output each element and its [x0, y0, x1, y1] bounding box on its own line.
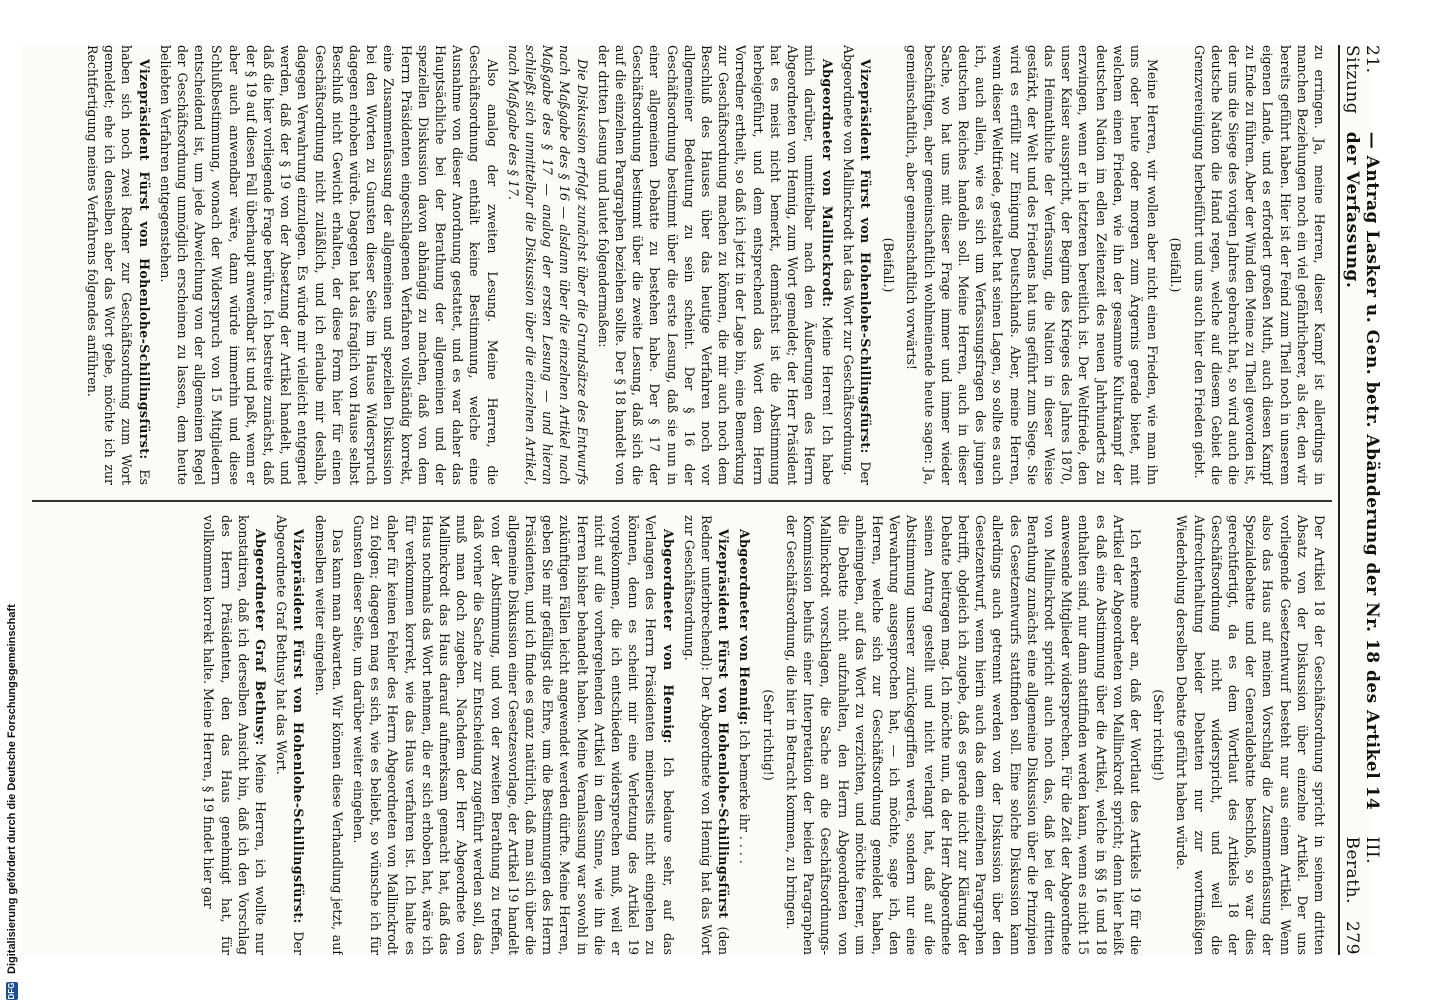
text-paragraph: Ich erkenne aber an, daß der Wortlaut des Artikels 19 für die Artikel der Abgeordneten von Mallinckrodt spricht; denn hier heißt es daß eine Abstimmung über die Artikel, welche in §§ 16 und 18 enthalten sind, nur dann stattfinden werden kann, wenn es nicht 15 anwesende Mitglieder widersprechen. Für die Zeit der Abgeordnete von Mallinckrodt spricht auch noch das, daß bei der dritten Berathung zunächst eine allgemeine Diskussion über die Prinzipien des Gesetzentwurfs stattfinden soll. Eine solche Diskussion kann allerdings auch getrennt werden von der Diskussion über den Gesetzentwurf, wenn hierin auch das dem einzelnen Paragraphen betrifft, obgleich ich zugebe, daß es gerade nicht zur Klärung der Debatte beitragen mag. Ich möchte nun, da der Herr Abgeordnete seinen Antrag gestellt und nicht verlangt hat, daß auf die Abstimmung unserer zurückgegriffen werde, sondern nur eine Verwahrung ausgesprochen hat, — ich möchte, sage ich, den Herren, welche sich zur Geschäftsordnung gemeldet haben, anheimgeben, auf das Wort zu verzichten, und möchte ferner, um die Debatte nicht aufzuhalten, den Herrn Abgeordneten von Mallinckrodt vorschlagen, die Sache an die Geschäftsordnungs-Kommission behufs einer Interpretation der beiden Paragraphen der Geschäftsordnung, die hier in Betracht kommen, zu bringen.	[783, 515, 1143, 955]
digitization-footer	[2, 0, 22, 1000]
text-paragraph: Das kann man abwarten. Wir können diese Verhandlung jetzt, auf demselben weiter eingehen.	[312, 515, 345, 955]
session-label: 21. Sitzung	[1342, 45, 1382, 115]
speech-text: Meine Herren! Ich habe mich darüber, unmittelbar nach den Äußerungen des Herrn Abgeordneten von Hennig, zum Wort gemeldet; der Herr Präsident hat es meist nicht bemerkt, demnächst ist die Abstimmung herbeigeführt, und dem entsprechend das Wort dem Herrn Vorredner ertheilt, so daß ich jetzt in der Lage bin, eine Bemerkung zur Geschäftsordnung machen zu können, die mir auch noch dem Beschluß des Hauses über das heutige Verfahren noch vor allgemeiner Bedeutung zu sein scheint. Der § 16 der Geschäftsordnung bestimmt über die erste Lesung, daß sie nun in einer allgemeinen Debatte zu bestehen habe. Der § 17 der Geschäftsordnung bestimmt über die zweite Lesung, daß sich die auf die einzelnen Paragraphen beziehen sollte. Der § 18 handelt von der dritten Lesung und lautet folgendermaßen:	[595, 45, 835, 485]
speech-paragraph	[840, 45, 874, 485]
header-title: — Antrag Lasker u. Gen. betr. Abänderung der Nr. 18 des Artikel 14 der Verfassung.	[1342, 131, 1382, 811]
speech-paragraph	[273, 515, 307, 955]
speaker-name: Vizepräsident Fürst von Hohenlohe-Schillingsfürst:	[136, 59, 152, 460]
text-paragraph: Der Artikel 18 der Geschäftsordnung spricht in seinem dritten Absatz von der Diskussion über einzelne Artikel. Der uns vorliegende Gesetzentwurf besteht nur aus einem Artikel. Wenn also das Haus auf meinen Vorschlag die Zusammenfassung der Spezialdebatte und der Generaldebatte beschloß, so war dies gerechtfertigt, da es dem Wortlaut des Artikels 18 der Geschäftsordnung nicht widerspricht, und weil die Aufrechterhaltung beider Debatten nur zur wortmäßigen Wiederholung derselben Debatte geführt haben würde.	[1174, 515, 1327, 955]
speech-paragraph	[200, 515, 269, 955]
speaker-name: Vizepräsident Fürst von Hohenlohe-Schillingsfürst	[716, 529, 732, 919]
applause-note: (Beifall.)	[881, 237, 897, 293]
speech-paragraph	[595, 45, 836, 485]
document-page	[22, 45, 1382, 955]
speech-text: Der Abgeordnete von Mallinckrodt hat das Wort zur Geschäftsordnung.	[840, 45, 873, 485]
speech-paragraph	[681, 515, 733, 955]
text-paragraph: Also analog der zweiten Lesung. Meine Herren, die Geschäftsordnung enthält keine Bestimmung, welche eine Ausnahme von dieser Anordnung gestattet, und es war daher das Hauptsächliche bei der Berathung der allgemeinen und der speziellen Diskussion davon abhängig zu machen, daß von dem Herrn Präsidenten eingeschlagenen Verfahren vollständig korrekt, eine Zusammenfassung der allgemeinen und speziellen Diskussion bei den Worten zu Gunsten dieser Seite im Hause Widerspruch dagegen erhoben würde. Dagegen hat das fraglich von Hause selbst Beschluß nicht Gewicht erhalten, der diese Form hier für einen Geschäftsordnung nicht zuläßlich, und ich erlaube mir deshalb, dagegen Verwahrung einzulegen. Es würde mir vielleicht entgegnet werden, daß der § 19 von der Absetzung der Artikel handelt, und daß die hier vorliegende Frage berühre. Ich bestreite zunächst, daß der § 19 auf diesen Fall überhaupt anwendbar ist und paßt, wenn er aber auch anwendbar wäre, dann würde immerhin und diese Schlußbestimmung, wonach der Widerspruch von 15 Mitgliedern entscheidend ist, um jede Abweichung von der allgemeinen Regel der Geschäftsordnung unmöglich erscheinen zu lassen, dem heute beliebten Verfahren entgegenstehen.	[157, 45, 500, 485]
text-paragraph: Die Diskussion erfolgt zunächst über die Grundsätze des Entwurfs nach Maßgabe des § 16 — alsdann über die einzelnen Artikel nach Maßgabe des § 17 — analog der ersten Lesung — und hieran schließt sich unmittelbar die Diskussion über die einzelnen Artikel, nach Maßgabe des § 17.	[505, 45, 590, 485]
text-paragraph: zu erringen. Ja, meine Herren, dieser Kampf ist allerdings in manchen Beziehungen noch ein viel gefährlicherer, als der, den wir bereits geführt haben. Hier ist der Feind zum Theil noch in unserem eigenen Lande, und es erfordert großen Muth, auch diesen Kampf zu Ende zu führen. Aber der Wind den Meine zu Theil geworden ist, der uns die Siege des vorigen Jahres gebracht hat, so wird auch die deutsche Nation die Hand regen, welche auf diesem Gebiet die Grenzvereinigung herbeiführt und uns auch hier den Frieden giebt.	[1191, 45, 1327, 485]
speech-text: (den Redner unterbrechend): Der Abgeordnete von Hennig hat das Wort zur Geschäftsordnung.	[681, 515, 732, 955]
reading-label: III. Berath.	[1342, 836, 1382, 904]
speaker-name: Abgeordneter von Hennig:	[737, 529, 753, 726]
page-number: 279	[1342, 921, 1362, 955]
applause-note: (Sehr richtig!)	[1151, 689, 1167, 781]
speech-paragraph	[350, 515, 677, 955]
speech-text: Meine Herren, ich wollte nur konstatiren, daß ich derselben Ansicht bin, daß ich den Vorschlag des Herrn Präsidenten, den das Haus genehmigt hat, für vollkommen korrekt halte. Meine Herren, § 19 findet hier gar	[201, 515, 269, 955]
speech-paragraph	[84, 45, 153, 485]
speaker-name: Vizepräsident Fürst von Hohenlohe-Schillingsfürst:	[857, 59, 873, 454]
dfg-logo-icon: DFG	[7, 982, 16, 1000]
speech-text: Der Abgeordnete Graf Bethusy hat das Wort.	[274, 515, 307, 955]
text-paragraph: Meine Herren, wir wollen aber nicht einen Frieden, wie man ihn uns oder heute oder morgen zum Ärgernis gerade bietet, mit welchem einen Frieden, wie ihn der gesammte Kulturkampf der deutschen Nation im edlen Zeitenzeit des neuen Jahrhunderts zu erzwingen, wenn er in letzteren bereitlich ist. Der Weltfriede, den unser Kaiser ausspricht, der Beginn des Krieges des Jahres 1870, das Heimathliche der Verfassung, die Nation in dieser Weise gestärkt, der Welt und des Friedens hat uns geführt zum Siege. Sie wird es erfüllt zur Einigung Deutschlands. Aber, meine Herren, wenn dieser Weltfriede, gestaltet hat seinen Lagen, so sollte es auch ich, auch allein, wie es sich um Verfassungsfragen des jungen deutschen Reiches handeln soll. Meine Herren, auch in dieser Sache, wo hat uns mit dieser Frage immer und immer wieder beschäftigen, aber gemeinschaftlich wohlmeinende heute sagen: Ja, gemeinschaftlich, aber gemeinschaftlich vorwärts!	[904, 45, 1161, 485]
applause-note: (Beifall.)	[1168, 237, 1184, 293]
speech-paragraph	[736, 515, 753, 955]
speech-text: Es haben sich noch zwei Redner zur Geschäftsordnung zum Wort gemeldet; ehe ich denselben aber das Wort gebe, möchte ich zur Rechtfertigung meines Verfahrens folgendes anführen.	[84, 45, 152, 485]
applause-note: (Sehr richtig!)	[760, 689, 776, 781]
speaker-name: Abgeordneter Graf Bethusy:	[253, 529, 269, 746]
column-divider	[32, 500, 1332, 502]
page-header	[1338, 45, 1382, 955]
left-column	[28, 45, 1328, 485]
footer-text: Digitalisierung gefördert durch die Deutsche Forschungsgemeinschaft	[6, 604, 18, 974]
speech-text: Ich bemerke ihr . . . .	[737, 729, 753, 864]
speaker-name: Abgeordneter von Mallinckrodt:	[819, 59, 835, 308]
right-column	[28, 515, 1328, 955]
speaker-name: Vizepräsident Fürst von Hohenlohe-Schillingsfürst:	[291, 529, 307, 924]
speaker-name: Abgeordneter von Hennig:	[660, 529, 676, 744]
speech-text: Ich bedaure sehr, auf das Verlangen des Herrn Präsidenten meinerseits nicht eingehen zu können, denn es scheint mir eine Verletzung des Artikel 19 vorgekommen, die ich entschieden widersprechen muß, weil er nicht auf die vorhergehenden Artikel in dem Sinne, wie ihn die Herren bisher behandelt haben. Meine Veranlassung war sowohl in zukünftigen Fällen leicht angewendet werden dürfte. Meine Herren, geben Sie mir gefälligst die Ehre, um die Bestimmungen des Herrn Präsidenten, und ich finde es ganz natürlich, daß man sich über die allgemeine Diskussion einer Gesetzesvorlage, der Artikel 19 handelt von der Abstimmung, und von der zweiten Berathung zu treffen, daß vorher die Sache zur Entscheidung zugeführt werden soll, das muß man doch zugeben. Nachdem der Herr Abgeordnete von Mallinckrodt das Haus darauf aufmerksam gemacht hat, daß das Haus nochmals das Wort nehmen, die er sich erhoben hat, wäre ich für verkommen korrekt, wie das Haus verfahren ist. Ich halte es daher für keinen Fehler des Herrn Abgeordneten von Mallinckrodt zu folgen; dagegen mag es sich, wie es beliebt, so wünsche ich für Gunsten dieser Seite, um darüber weiter eingehen.	[351, 515, 676, 955]
